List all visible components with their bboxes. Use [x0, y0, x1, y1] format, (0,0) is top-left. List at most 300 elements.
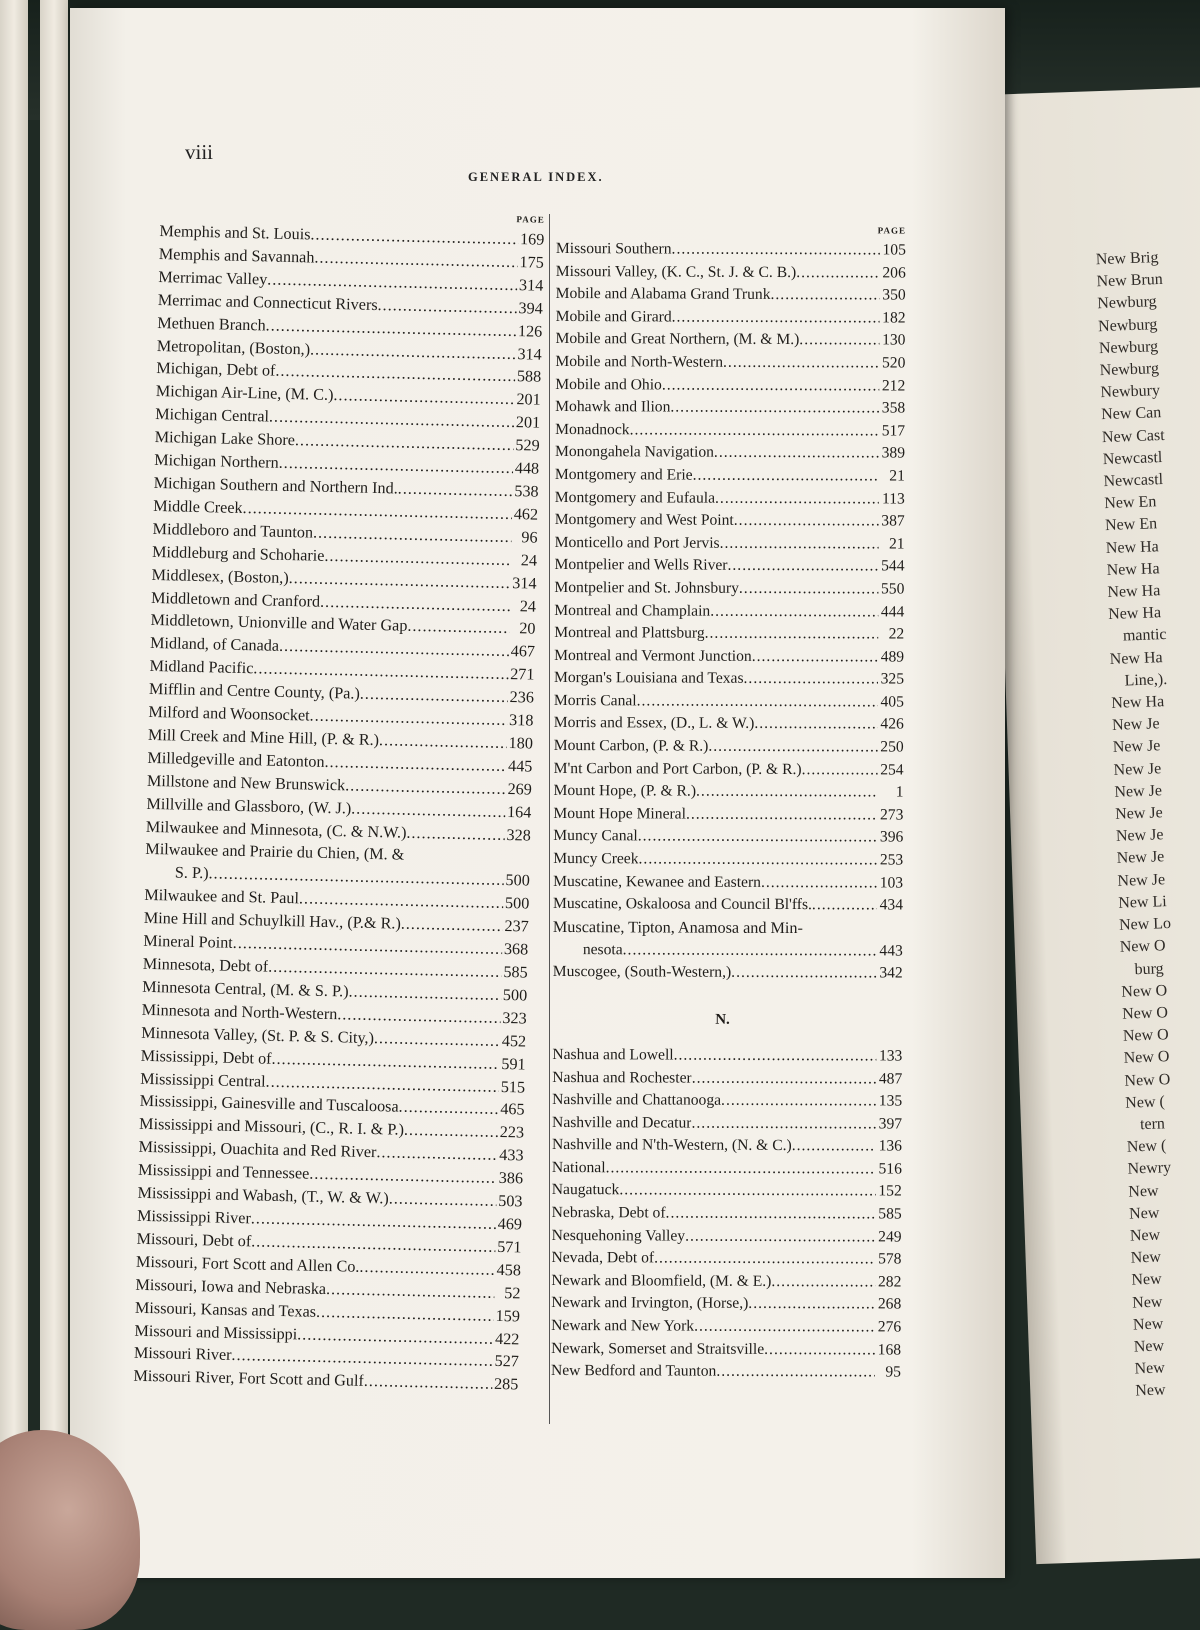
entry-page-number: 201 — [515, 413, 541, 432]
facing-page-entry: New O — [1119, 937, 1166, 957]
entry-name: Montreal and Champlain — [554, 601, 711, 620]
index-entry — [552, 1066, 902, 1090]
page-title: GENERAL INDEX. — [468, 170, 604, 184]
facing-page-entry: New — [1131, 1270, 1162, 1289]
entry-name: S. P.) — [174, 863, 209, 883]
entry-page-number: 103 — [879, 874, 904, 892]
entry-page-number: 237 — [504, 917, 529, 936]
entry-page-number: 276 — [877, 1318, 902, 1336]
entry-name: Muscatine, Kewanee and Eastern — [553, 872, 761, 891]
page-edge-strip — [40, 0, 68, 1600]
facing-page-entry: New Je — [1113, 759, 1162, 779]
leader-dots — [674, 1044, 877, 1067]
entry-page-number: 443 — [879, 942, 903, 960]
entry-page-number: 159 — [495, 1306, 521, 1326]
entry-name: Mobile and Alabama Grand Trunk — [555, 285, 771, 304]
index-entry — [553, 825, 903, 849]
entry-page-number: 21 — [889, 467, 905, 485]
facing-page-entry: New Je — [1116, 848, 1165, 868]
facing-page-entry: Newbury — [1100, 382, 1161, 402]
leader-dots — [377, 294, 517, 320]
index-entry — [551, 1338, 901, 1362]
leader-dots — [376, 1141, 498, 1167]
entry-name: Newark and Irvington, (Horse,) — [551, 1294, 749, 1313]
entry-name: Michigan Central — [155, 405, 270, 426]
entry-page-number: 236 — [509, 688, 535, 707]
entry-page-number: 268 — [877, 1295, 902, 1313]
facing-page-entry: New Je — [1112, 737, 1161, 757]
leader-dots — [694, 1316, 875, 1339]
leader-dots — [721, 1090, 876, 1113]
entry-page-number: 487 — [878, 1069, 903, 1088]
leader-dots — [716, 1361, 875, 1384]
entry-page-number: 168 — [877, 1341, 902, 1359]
entry-name: Montreal and Plattsburg — [554, 624, 705, 642]
leader-dots — [796, 262, 880, 285]
entry-name: Morgan's Louisiana and Texas — [553, 669, 744, 688]
facing-page-entry: New Je — [1114, 804, 1164, 823]
entry-name: Mount Hope Mineral — [553, 804, 686, 823]
entry-name: Mount Hope, (P. & R.) — [553, 782, 697, 800]
facing-page-entry: New Ha — [1111, 693, 1165, 713]
entry-name: Minnesota Valley, (St. P. & S. City,) — [141, 1023, 375, 1047]
index-entry — [551, 1360, 901, 1384]
entry-name: Middleboro and Taunton — [152, 519, 314, 542]
entry-page-number: 22 — [888, 625, 905, 643]
facing-page-entry: New Je — [1117, 870, 1166, 890]
leader-dots — [623, 939, 877, 963]
leader-dots — [802, 759, 878, 782]
facing-page-entry: New — [1129, 1226, 1161, 1245]
index-column-left — [133, 206, 545, 1397]
entry-name: Michigan Southern and Northern Ind. — [153, 473, 398, 498]
entry-name: Missouri, Iowa and Nebraska — [135, 1275, 327, 1298]
entry-page-number: 591 — [501, 1054, 526, 1074]
leader-dots — [606, 1157, 876, 1181]
entry-name: Milledgeville and Eatonton — [147, 748, 325, 771]
facing-page-entry: Newburg — [1097, 315, 1158, 335]
leader-dots — [359, 1256, 495, 1282]
leader-dots — [812, 894, 877, 917]
entry-page-number: 212 — [881, 376, 906, 395]
entry-name: Mohawk and Ilion — [555, 398, 671, 416]
page-number: viii — [185, 140, 214, 164]
index-entry — [551, 1315, 901, 1339]
leader-dots — [672, 306, 880, 330]
index-entry — [555, 509, 905, 533]
entry-page-number: 253 — [879, 851, 904, 869]
leader-dots — [752, 646, 878, 669]
entry-page-number: 394 — [518, 298, 543, 318]
entry-page-number: 21 — [888, 535, 905, 553]
entry-page-number: 489 — [880, 648, 905, 666]
leader-dots — [770, 284, 879, 307]
entry-name: Nebraska, Debt of — [551, 1204, 666, 1222]
entry-name: Mississippi Central — [140, 1069, 266, 1091]
facing-page-entry: New Brun — [1096, 271, 1164, 291]
index-entry — [554, 554, 904, 578]
facing-page-entry: New — [1130, 1248, 1162, 1267]
entry-page-number: 314 — [512, 573, 537, 593]
leader-dots — [374, 1027, 501, 1053]
leader-dots — [685, 1225, 876, 1248]
entry-name: Mount Carbon, (P. & R.) — [553, 737, 709, 755]
entry-page-number: 328 — [506, 825, 532, 845]
index-entry — [552, 1089, 902, 1113]
leader-dots — [799, 329, 879, 352]
entry-page-number: 152 — [878, 1182, 902, 1200]
entry-page-number: 325 — [880, 670, 905, 688]
entry-name: Muscogee, (South-Western,) — [552, 963, 732, 982]
index-entry — [554, 690, 904, 714]
entry-page-number: 448 — [514, 459, 540, 478]
entry-name: Montpelier and St. Johnsbury — [554, 578, 739, 597]
index-entry — [555, 441, 905, 465]
leader-dots — [348, 980, 501, 1006]
entry-name: Missouri Valley, (K. C., St. J. & C. B.) — [555, 262, 797, 281]
entry-name: Newark, Somerset and Straitsville — [551, 1339, 765, 1358]
facing-page-entry: Newburg — [1098, 337, 1159, 357]
index-entry — [551, 1270, 901, 1294]
entry-name: Merrimac Valley — [158, 267, 268, 289]
entry-page-number: 136 — [878, 1137, 903, 1155]
entry-name: Nashville and N'th-Western, (N. & C.) — [551, 1136, 792, 1155]
index-entry — [553, 848, 903, 872]
leader-dots — [739, 578, 879, 601]
entry-page-number: 538 — [514, 482, 539, 501]
entry-name: Mill Creek and Mine Hill, (P. & R.) — [147, 725, 380, 750]
facing-page-entry: Line,). — [1124, 670, 1168, 690]
entry-page-number: 24 — [520, 550, 538, 570]
leader-dots — [654, 1248, 875, 1272]
entry-name: Montreal and Vermont Junction — [554, 646, 752, 665]
leader-dots — [792, 1135, 876, 1158]
facing-page-entry: New Je — [1111, 715, 1160, 735]
entry-name: Memphis and Savannah — [158, 244, 315, 267]
entry-name: Midland Pacific — [149, 657, 254, 678]
index-entry — [552, 1179, 902, 1203]
entry-name: Memphis and St. Louis — [159, 221, 311, 244]
entry-name: Mobile and Girard — [555, 307, 672, 326]
entry-page-number: 206 — [882, 264, 906, 282]
entry-page-number: 285 — [493, 1375, 519, 1394]
leader-dots — [693, 465, 879, 488]
facing-page-entry: New O — [1121, 1004, 1169, 1023]
facing-page-entry: New O — [1122, 1026, 1169, 1045]
entry-name: Nashville and Decatur — [552, 1113, 692, 1132]
page-column-header: PAGE — [877, 225, 906, 236]
entry-name: Mobile and Great Northern, (M. & M.) — [555, 330, 800, 349]
section-letter: N. — [715, 1011, 730, 1028]
index-entry — [554, 735, 904, 759]
entry-page-number: 585 — [878, 1205, 902, 1223]
leader-dots — [723, 352, 879, 375]
index-entry — [554, 645, 904, 669]
leader-dots — [754, 713, 878, 736]
leader-dots — [407, 615, 510, 640]
entry-page-number: 396 — [879, 828, 904, 846]
entry-page-number: 95 — [885, 1363, 902, 1381]
leader-dots — [734, 510, 879, 533]
facing-page-entry: New ( — [1124, 1093, 1166, 1112]
entry-page-number: 368 — [503, 940, 529, 959]
leader-dots — [389, 1188, 497, 1213]
index-entry — [551, 1247, 901, 1271]
leader-dots — [406, 821, 505, 846]
leader-dots — [686, 803, 878, 826]
entry-name: Muscatine, Oskaloosa and Council Bl'ffs. — [552, 895, 812, 914]
entry-page-number: 273 — [879, 806, 904, 824]
entry-page-number: 588 — [516, 367, 542, 387]
entry-name: Mississippi and Wabash, (T., W. & W.) — [137, 1183, 390, 1208]
entry-page-number: 249 — [878, 1228, 902, 1246]
leader-dots — [397, 477, 512, 503]
entry-name: Mobile and Ohio — [555, 375, 662, 394]
facing-page-entry: New Li — [1117, 893, 1167, 912]
index-entry — [556, 306, 906, 330]
leader-dots — [708, 736, 877, 759]
entry-page-number: 135 — [878, 1092, 903, 1110]
entry-page-number: 529 — [515, 436, 540, 455]
leader-dots — [696, 781, 878, 804]
index-entry — [555, 487, 905, 511]
entry-name: nesota — [582, 940, 623, 959]
entry-name: Monongahela Navigation — [554, 443, 714, 462]
entry-page-number: 444 — [880, 602, 905, 621]
leader-dots — [638, 826, 878, 850]
entry-name: Missouri Southern — [555, 239, 672, 258]
facing-page-entry: New Je — [1115, 826, 1164, 846]
entry-name: Milford and Woonsocket — [148, 702, 310, 725]
entry-name: Metropolitan, (Boston,) — [156, 336, 311, 358]
entry-page-number: 318 — [508, 711, 534, 730]
index-column-right — [551, 224, 906, 1384]
leader-dots — [710, 600, 878, 623]
entry-name: Michigan Lake Shore — [154, 428, 296, 450]
facing-page-entry: New En — [1104, 493, 1157, 513]
entry-page-number: 520 — [881, 354, 906, 372]
index-entry — [553, 893, 903, 917]
facing-page-entry: burg — [1134, 959, 1164, 978]
entry-name: M'nt Carbon and Port Carbon, (P. & R.) — [553, 759, 802, 778]
entry-page-number: 126 — [517, 321, 543, 341]
index-entry — [552, 1112, 902, 1136]
facing-page-entry: New Cast — [1101, 426, 1165, 446]
entry-name: Monadnock — [555, 420, 630, 439]
entry-page-number: 469 — [497, 1214, 523, 1234]
index-entry — [552, 1225, 902, 1249]
entry-name: Midland, of Canada — [149, 634, 280, 656]
facing-page-entry: tern — [1139, 1115, 1166, 1134]
entry-page-number: 314 — [518, 275, 544, 295]
entry-name: Milwaukee and St. Paul — [144, 886, 300, 908]
entry-page-number: 422 — [494, 1329, 520, 1348]
leader-dots — [401, 913, 503, 938]
facing-page-entry: New Ha — [1105, 537, 1160, 557]
facing-page-entry: Newcastl — [1103, 471, 1164, 491]
entry-name: Naugatuck — [551, 1181, 620, 1199]
facing-page-entry: New O — [1121, 981, 1168, 1001]
entry-page-number: 465 — [500, 1100, 525, 1119]
entry-page-number: 52 — [504, 1283, 521, 1303]
entry-page-number: 201 — [516, 390, 541, 410]
index-entry — [554, 577, 904, 601]
entry-name: Middle Creek — [152, 496, 243, 517]
entry-page-number: 515 — [500, 1077, 526, 1097]
entry-name: Mississippi River — [136, 1206, 252, 1228]
entry-page-number: 180 — [508, 733, 534, 753]
entry-name: Mississippi and Tennessee — [137, 1160, 310, 1183]
leader-dots — [691, 1112, 876, 1135]
leader-dots — [692, 1067, 877, 1090]
entry-page-number: 503 — [498, 1191, 523, 1211]
entry-page-number: 358 — [881, 399, 906, 417]
entry-name: Muncy Creek — [553, 850, 639, 868]
entry-name: Missouri, Fort Scott and Allen Co. — [135, 1252, 360, 1276]
leader-dots — [727, 555, 878, 578]
facing-page-entry: New Can — [1100, 404, 1162, 424]
leader-dots — [731, 962, 877, 985]
entry-page-number: 323 — [502, 1008, 527, 1028]
entry-page-number: 458 — [496, 1260, 522, 1280]
entry-page-number: 389 — [881, 444, 906, 462]
leader-dots — [638, 848, 877, 872]
entry-name: Mobile and North-Western — [555, 352, 724, 371]
entry-name: Montgomery and West Point — [554, 511, 734, 529]
entry-page-number: 105 — [882, 241, 906, 259]
index-entry — [556, 261, 906, 285]
index-entry — [555, 351, 905, 375]
entry-name: Nashville and Chattanooga — [552, 1091, 722, 1109]
entry-name: Nevada, Debt of — [551, 1249, 655, 1267]
index-entry — [553, 803, 903, 827]
entry-name: Mississippi, Debt of — [140, 1046, 272, 1068]
entry-page-number: 96 — [521, 528, 538, 547]
leader-dots — [771, 1271, 875, 1294]
facing-page-entry: New Ha — [1109, 648, 1163, 668]
entry-name: Milwaukee and Minnesota, (C. & N.W.) — [145, 817, 407, 842]
index-entry — [553, 939, 903, 963]
leader-dots — [715, 487, 879, 510]
column-divider — [549, 214, 550, 1424]
index-entry — [554, 712, 904, 736]
leader-dots — [379, 729, 507, 755]
facing-page-entry: New — [1134, 1359, 1166, 1378]
leader-dots — [743, 668, 878, 691]
facing-page-entry: New O — [1123, 1048, 1170, 1068]
entry-page-number: 130 — [882, 331, 906, 349]
entry-name: Minnesota and North-Western — [141, 1000, 338, 1024]
entry-name: Missouri, Kansas and Texas — [134, 1298, 317, 1321]
entry-page-number: 20 — [519, 619, 536, 639]
index-entry — [555, 532, 905, 556]
facing-page-entry: New Brig — [1095, 249, 1159, 269]
page-edge-strip — [0, 0, 28, 1600]
index-entry — [555, 396, 905, 420]
index-entry — [554, 599, 904, 623]
entry-page-number: 175 — [519, 253, 545, 272]
facing-page-entry: New — [1133, 1337, 1165, 1356]
leader-dots — [761, 872, 877, 895]
entry-name: National — [551, 1158, 606, 1177]
entry-name: Morris Canal — [553, 691, 637, 710]
entry-page-number: 452 — [501, 1031, 527, 1051]
entry-page-number: 405 — [880, 693, 904, 711]
entry-name: Methuen Branch — [157, 313, 266, 335]
leader-dots — [619, 1180, 876, 1204]
entry-page-number: 314 — [517, 344, 542, 364]
index-entry — [555, 464, 905, 488]
leader-dots — [630, 419, 880, 443]
leader-dots — [670, 397, 879, 421]
entry-name: Middleburg and Schoharie — [151, 542, 325, 565]
entry-page-number: 350 — [882, 286, 906, 304]
entry-page-number: 462 — [513, 504, 539, 524]
entry-page-number: 585 — [503, 962, 528, 982]
facing-page-entry: New O — [1124, 1070, 1171, 1090]
entry-page-number: 113 — [881, 489, 905, 508]
entry-name: Mississippi and Missouri, (C., R. I. & P.) — [138, 1115, 405, 1140]
entry-name: Mississippi, Ouachita and Red River — [138, 1138, 377, 1162]
entry-name: Nesquehoning Valley — [551, 1226, 686, 1245]
entry-page-number: 269 — [507, 779, 533, 799]
entry-page-number: 500 — [504, 894, 530, 913]
entry-name: New Bedford and Taunton — [550, 1362, 717, 1380]
entry-page-number: 182 — [882, 309, 906, 327]
facing-page-entry: New Lo — [1118, 915, 1172, 934]
entry-name: Missouri River — [133, 1344, 232, 1365]
index-entry — [551, 1292, 901, 1316]
facing-page-entry: New Ha — [1107, 582, 1161, 602]
leader-dots — [662, 374, 880, 398]
entry-name: Mississippi, Gainesville and Tuscaloosa — [139, 1092, 399, 1117]
entry-name: Merrimac and Connecticut Rivers — [157, 290, 378, 314]
entry-page-number: 578 — [878, 1250, 902, 1268]
entry-page-number: 467 — [510, 642, 536, 661]
facing-page-entry: Newburg — [1099, 360, 1160, 380]
entry-name: Mifflin and Centre County, (Pa.) — [148, 680, 361, 703]
facing-page-entry: Newburg — [1097, 293, 1157, 313]
entry-name: Middlesex, (Boston,) — [151, 565, 289, 587]
facing-page — [985, 86, 1200, 1564]
entry-name: Newark and New York — [551, 1317, 695, 1335]
entry-name: Montgomery and Eufaula — [554, 488, 716, 507]
leader-dots — [764, 1339, 875, 1362]
entry-name: Muncy Canal — [553, 827, 638, 845]
index-entry — [554, 758, 904, 782]
entry-name: Millville and Glassboro, (W. J.) — [146, 794, 352, 818]
entry-name: Missouri and Mississippi — [134, 1321, 298, 1343]
leader-dots — [720, 532, 879, 555]
entry-page-number: 517 — [881, 422, 906, 440]
entry-name: Monticello and Port Jervis — [554, 533, 720, 552]
entry-page-number: 426 — [880, 715, 904, 733]
facing-page-entry: New Ha — [1106, 560, 1160, 579]
facing-page-entry: New — [1132, 1315, 1164, 1334]
facing-page-entry: New — [1128, 1182, 1159, 1201]
entry-name: Millstone and New Brunswick — [146, 771, 346, 795]
entry-name: Nashua and Lowell — [552, 1045, 674, 1064]
entry-page-number: 250 — [880, 738, 904, 756]
entry-name: Morris and Essex, (D., L. & W.) — [553, 714, 755, 733]
entry-page-number: 24 — [519, 596, 537, 616]
entry-page-number: 254 — [880, 761, 904, 779]
leader-dots — [364, 1370, 493, 1396]
index-entry — [554, 622, 904, 646]
index-entry — [553, 961, 903, 985]
entry-name: Michigan Air-Line, (M. C.) — [155, 382, 334, 405]
entry-page-number: 500 — [505, 871, 530, 890]
